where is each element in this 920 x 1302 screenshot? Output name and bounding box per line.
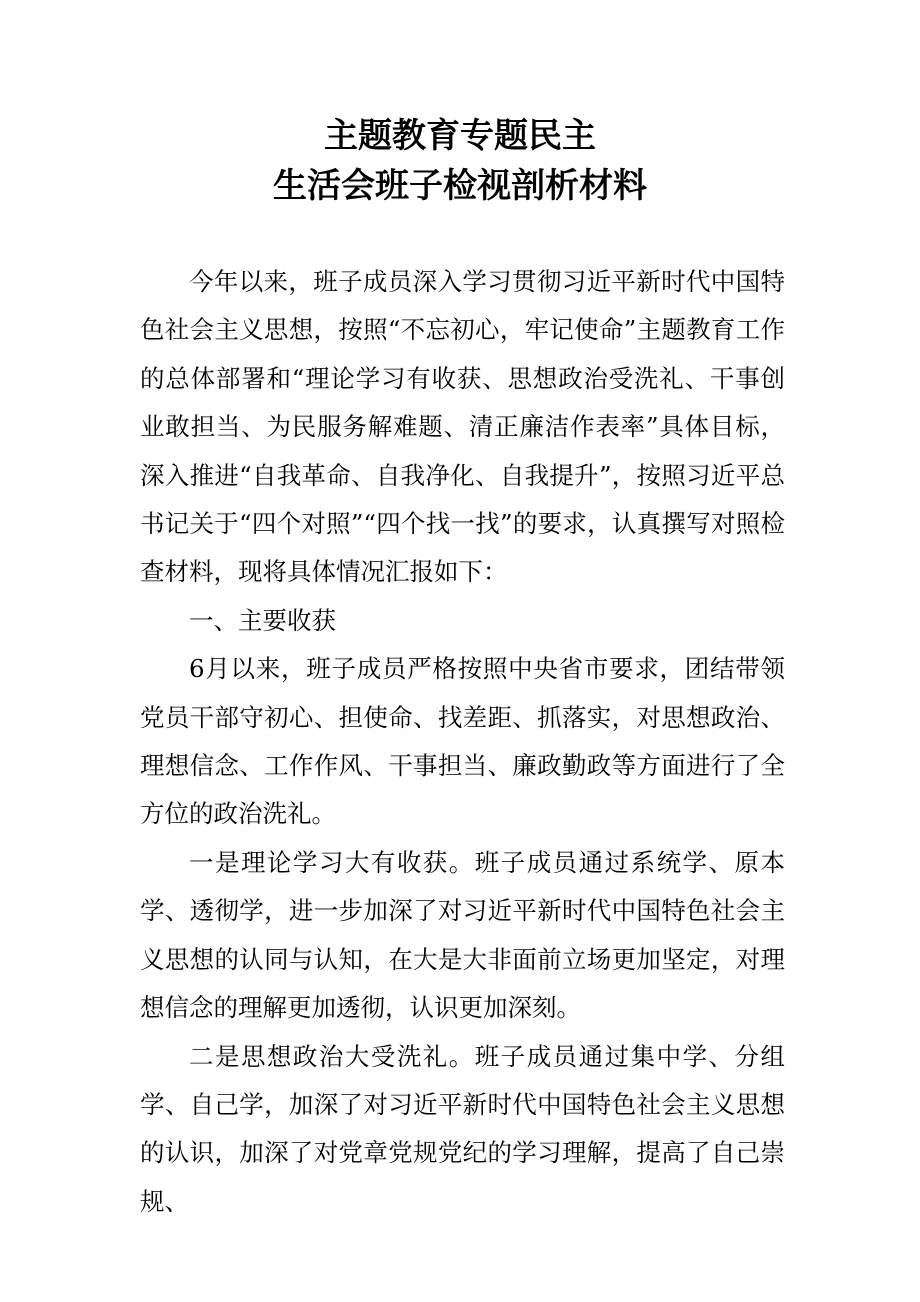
paragraph-intro: 今年以来，班子成员深入学习贯彻习近平新时代中国特色社会主义思想，按照“不忘初心，牢记使命”主题教育工作的总体部署和“理论学习有收获、思想政治受洗礼、干事创业敢担当、为民服务解难题、清正廉洁作表率”具体目标，深入推进“自我革命、自我净化、自我提升”，按照习近平总书记关于“四个对照”“四个找一找”的要求，认真撰写对照检查材料，现将具体情况汇报如下： [140, 267, 785, 587]
paragraph-theory-study: 一是理论学习大有收获。班子成员通过系统学、原本学、透彻学，进一步加深了对习近平新时代中国特色社会主义思想的认同与认知，在大是大非面前立场更加坚定，对理想信念的理解更加透彻，认识更加深刻。 [140, 847, 785, 1023]
paragraph-overview: 6月以来，班子成员严格按照中央省市要求，团结带领党员干部守初心、担使命、找差距、抓落实，对思想政治、理想信念、工作作风、干事担当、廉政勤政等方面进行了全方位的政治洗礼。 [140, 654, 785, 829]
paragraph-political-baptism: 二是思想政治大受洗礼。班子成员通过集中学、分组学、自己学，加深了对习近平新时代中国特色社会主义思想的认识，加深了对党章党规党纪的学习理解，提高了自己崇规、 [140, 1041, 785, 1216]
section-heading-main-gains: 一、主要收获 [189, 605, 336, 635]
document-body [140, 258, 785, 1226]
document-title-line-1: 主题教育专题民主 [324, 116, 596, 156]
document-title-line-2: 生活会班子检视剖析材料 [273, 166, 647, 206]
